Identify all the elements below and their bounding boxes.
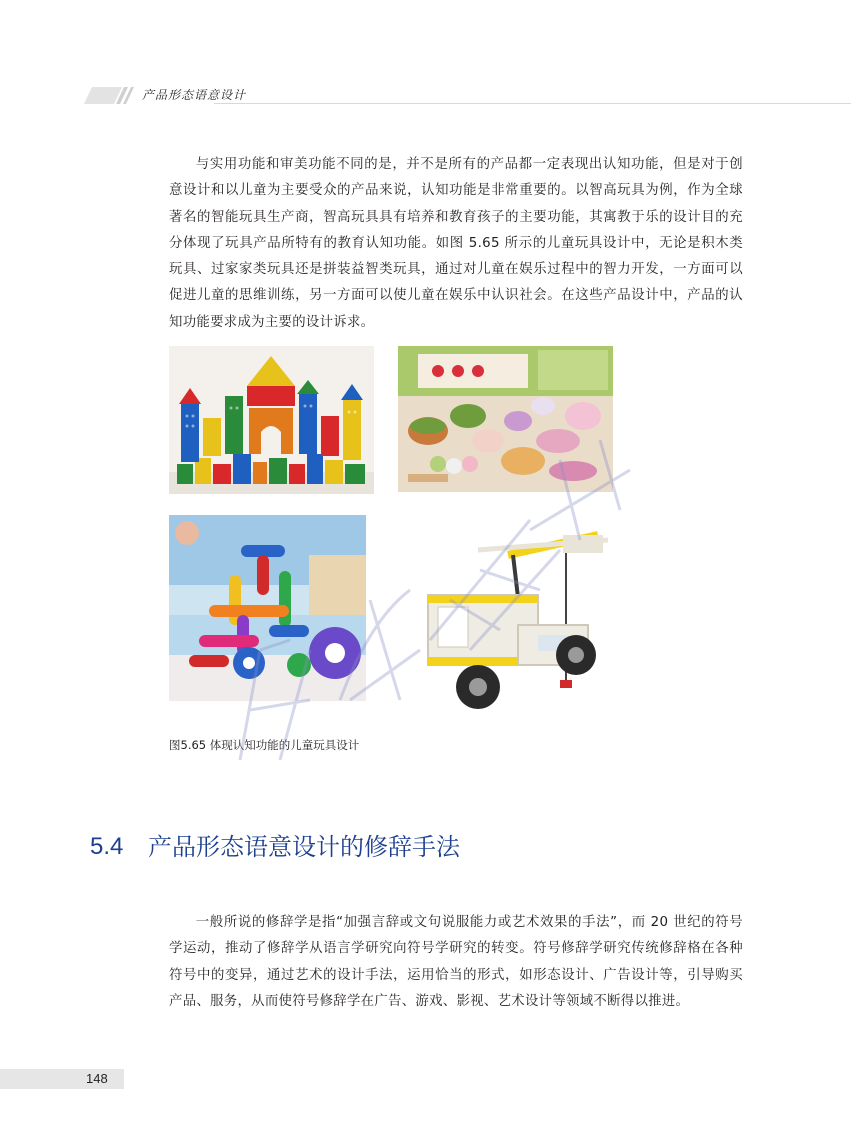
pipe-construction-vehicle-image [169, 515, 366, 701]
header-stripe-decoration [84, 87, 140, 104]
header-rule [214, 103, 851, 104]
header-title: 产品形态语意设计 [142, 88, 247, 102]
page-number: 148 [86, 1071, 108, 1086]
running-header [84, 87, 851, 104]
pretend-play-food-set-image [398, 346, 613, 492]
body-paragraph-1: 与实用功能和审美功能不同的是，并不是所有的产品都一定表现出认知功能，但是对于创意设计和以儿童为主要受众的产品来说，认知功能是非常重要的。以智高玩具为例，作为全球著名的智能玩具生产商，智高玩具具有培养和教育孩子的主要功能，其寓教于乐的设计目的充分体现了玩具产品所特有的教育认知功能。如图 5.65 所示的儿童玩具设计中，无论是积木类玩具、过家家类玩具还是拼装益智类玩具，通过对儿童在娱乐过程中的智力开发，一方面可以促进儿童的思维训练，另一方面可以使儿童在娱乐中认识社会。在这些产品设计中，产品的认知功能要求成为主要的设计诉求。 [169, 157, 743, 330]
section-number: 5.4 [90, 833, 124, 860]
figure-caption: 图5.65 体现认知功能的儿童玩具设计 [169, 738, 360, 752]
building-blocks-castle-image [169, 346, 374, 494]
building-kit-crane-truck-image [398, 515, 613, 720]
section-title: 产品形态语意设计的修辞手法 [148, 833, 460, 861]
body-paragraph-2: 一般所说的修辞学是指“加强言辞或文句说服能力或艺术效果的手法”，而 20 世纪的符号学运动，推动了修辞学从语言学研究向符号学研究的转变。符号修辞学研究传统修辞格在各种符号中的变异，通过艺术的设计手法，运用恰当的形式，如形态设计、广告设计等，引导购买产品、服务，从而使符号修辞学在广告、游戏、影视、艺术设计等领域不断得以推进。 [169, 915, 743, 1009]
